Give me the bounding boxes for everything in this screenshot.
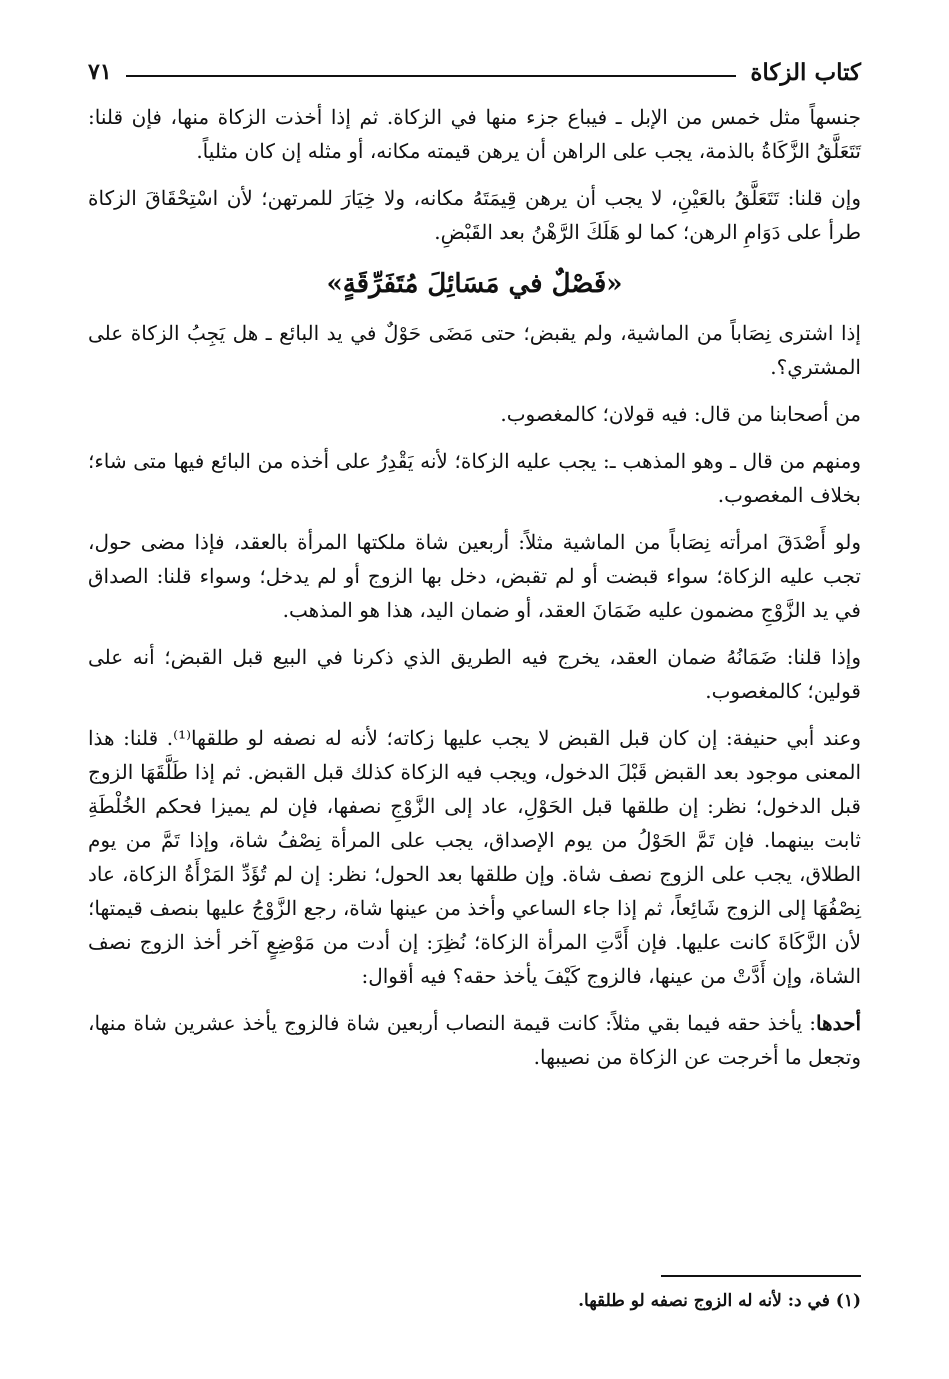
- paragraph: وإن قلنا: تَتَعَلَّقُ بالعَيْنِ، لا يجب أن يرهن قِيمَتَهُ مكانه، ولا خِيَارَ للمرتهن؛ لأن اسْتِحْقَاقَ الزكاة طرأ على دَوَامِ الرهن؛ كما لو هَلَكَ الرَّهْنُ بعد القَبْضِ.: [88, 186, 861, 244]
- opinion-lead: أحدها: [815, 1011, 861, 1035]
- opinion-paragraph: [88, 1006, 861, 1074]
- paragraph: جنسهاً مثل خمس من الإبل ـ فيباع جزء منها في الزكاة. ثم إذا أخذت الزكاة منها، فإن قلنا: تَتَعَلَّقُ الزَّكَاةُ بالذمة، يجب على الراهن أن يرهن قيمته مكانه، أو مثله إن كان مثلياً.: [88, 105, 861, 163]
- section-heading: «فَصْلٌ في مَسَائِلَ مُتَفَرِّقَةٍ»: [326, 269, 623, 299]
- paragraph: ولو أَصْدَقَ امرأته نِصَاباً من الماشية مثلاً: أربعين شاة ملكتها المرأة بالعقد، فإذا مضى حول، تجب عليه الزكاة؛ سواء قبضت أو لم تقبض، دخل بها الزوج أو لم يدخل؛ وسواء قلنا: الصداق في يد الزَّوْجِ مضمون عليه ضَمَانَ العقد، أو ضمان اليد، هذا هو المذهب.: [88, 530, 861, 622]
- paragraph: ومنهم من قال ـ وهو المذهب ـ: يجب عليه الزكاة؛ لأنه يَقْدِرُ على أخذه من البائع فيها متى شاء؛ بخلاف المغصوب.: [88, 449, 861, 507]
- footnote-rule: [661, 1275, 861, 1277]
- page-number: ٧١: [88, 59, 112, 85]
- paragraph: وعند أبي حنيفة: إن كان قبل القبض لا يجب عليها زكاته؛ لأنه له نصفه لو طلقها⁽¹⁾. قلنا: هذا المعنى موجود بعد القبض قَبْلَ الدخول، ويجب فيه الزكاة كذلك قبل القبض. ثم إذا طَلَّقَهَا الزوج قبل الدخول؛ نظر: إن طلقها قبل الحَوْلِ، عاد إلى الزَّوْجِ نصفها، فإن لم يميزا فحكم الخُلْطَةِ ثابت بينهما. فإن تَمَّ الحَوْلُ من يوم الإصداق، يجب على المرأة نِصْفُ شاة، وإذا تَمَّ من يوم الطلاق، يجب على الزوج نصف شاة. وإن طلقها بعد الحول؛ نظر: إن لم تُؤَدِّ المَرْأَةُ الزكاة، عاد نِصْفُهَا إلى الزوج شَائِعاً، ثم إذا جاء الساعي وأخذ من عينها شاة، رجع الزَّوْجُ عليها بنصف قيمتها؛ لأن الزَّكَاةَ كانت عليها. فإن أَدَّتِ المرأة الزكاة؛ نُظِرَ: إن أدت من مَوْضِعٍ آخر أخذ الزوج نصف الشاة، وإن أَدَّتْ من عينها، فالزوج كَيْفَ يأخذ حقه؟ فيه أقوال:: [88, 726, 862, 988]
- paragraph: من أصحابنا من قال: فيه قولان؛ كالمغصوب.: [500, 402, 861, 426]
- paragraph: وإذا قلنا: ضَمَانُهُ ضمان العقد، يخرج فيه الطريق الذي ذكرنا في البيع قبل القبض؛ أنه على قولين؛ كالمغصوب.: [88, 645, 861, 703]
- header-rule: [126, 75, 737, 77]
- running-title: كتاب الزكاة: [750, 58, 861, 86]
- footnote: (١) في د: لأنه له الزوج نصفه لو طلقها.: [578, 1291, 861, 1311]
- page-header: [88, 50, 861, 94]
- opinion-text: : يأخذ حقه فيما بقي مثلاً: كانت قيمة النصاب أربعين شاة فالزوج يأخذ عشرين شاة منها، وتجعل ما أخرجت عن الزكاة من نصيبها.: [88, 1011, 861, 1069]
- paragraph: إذا اشترى نِصَاباً من الماشية، ولم يقبض؛ حتى مَضَى حَوْلٌ في يد البائع ـ هل يَجِبُ الزكاة على المشتري؟.: [88, 321, 861, 379]
- page-body: [88, 100, 861, 1087]
